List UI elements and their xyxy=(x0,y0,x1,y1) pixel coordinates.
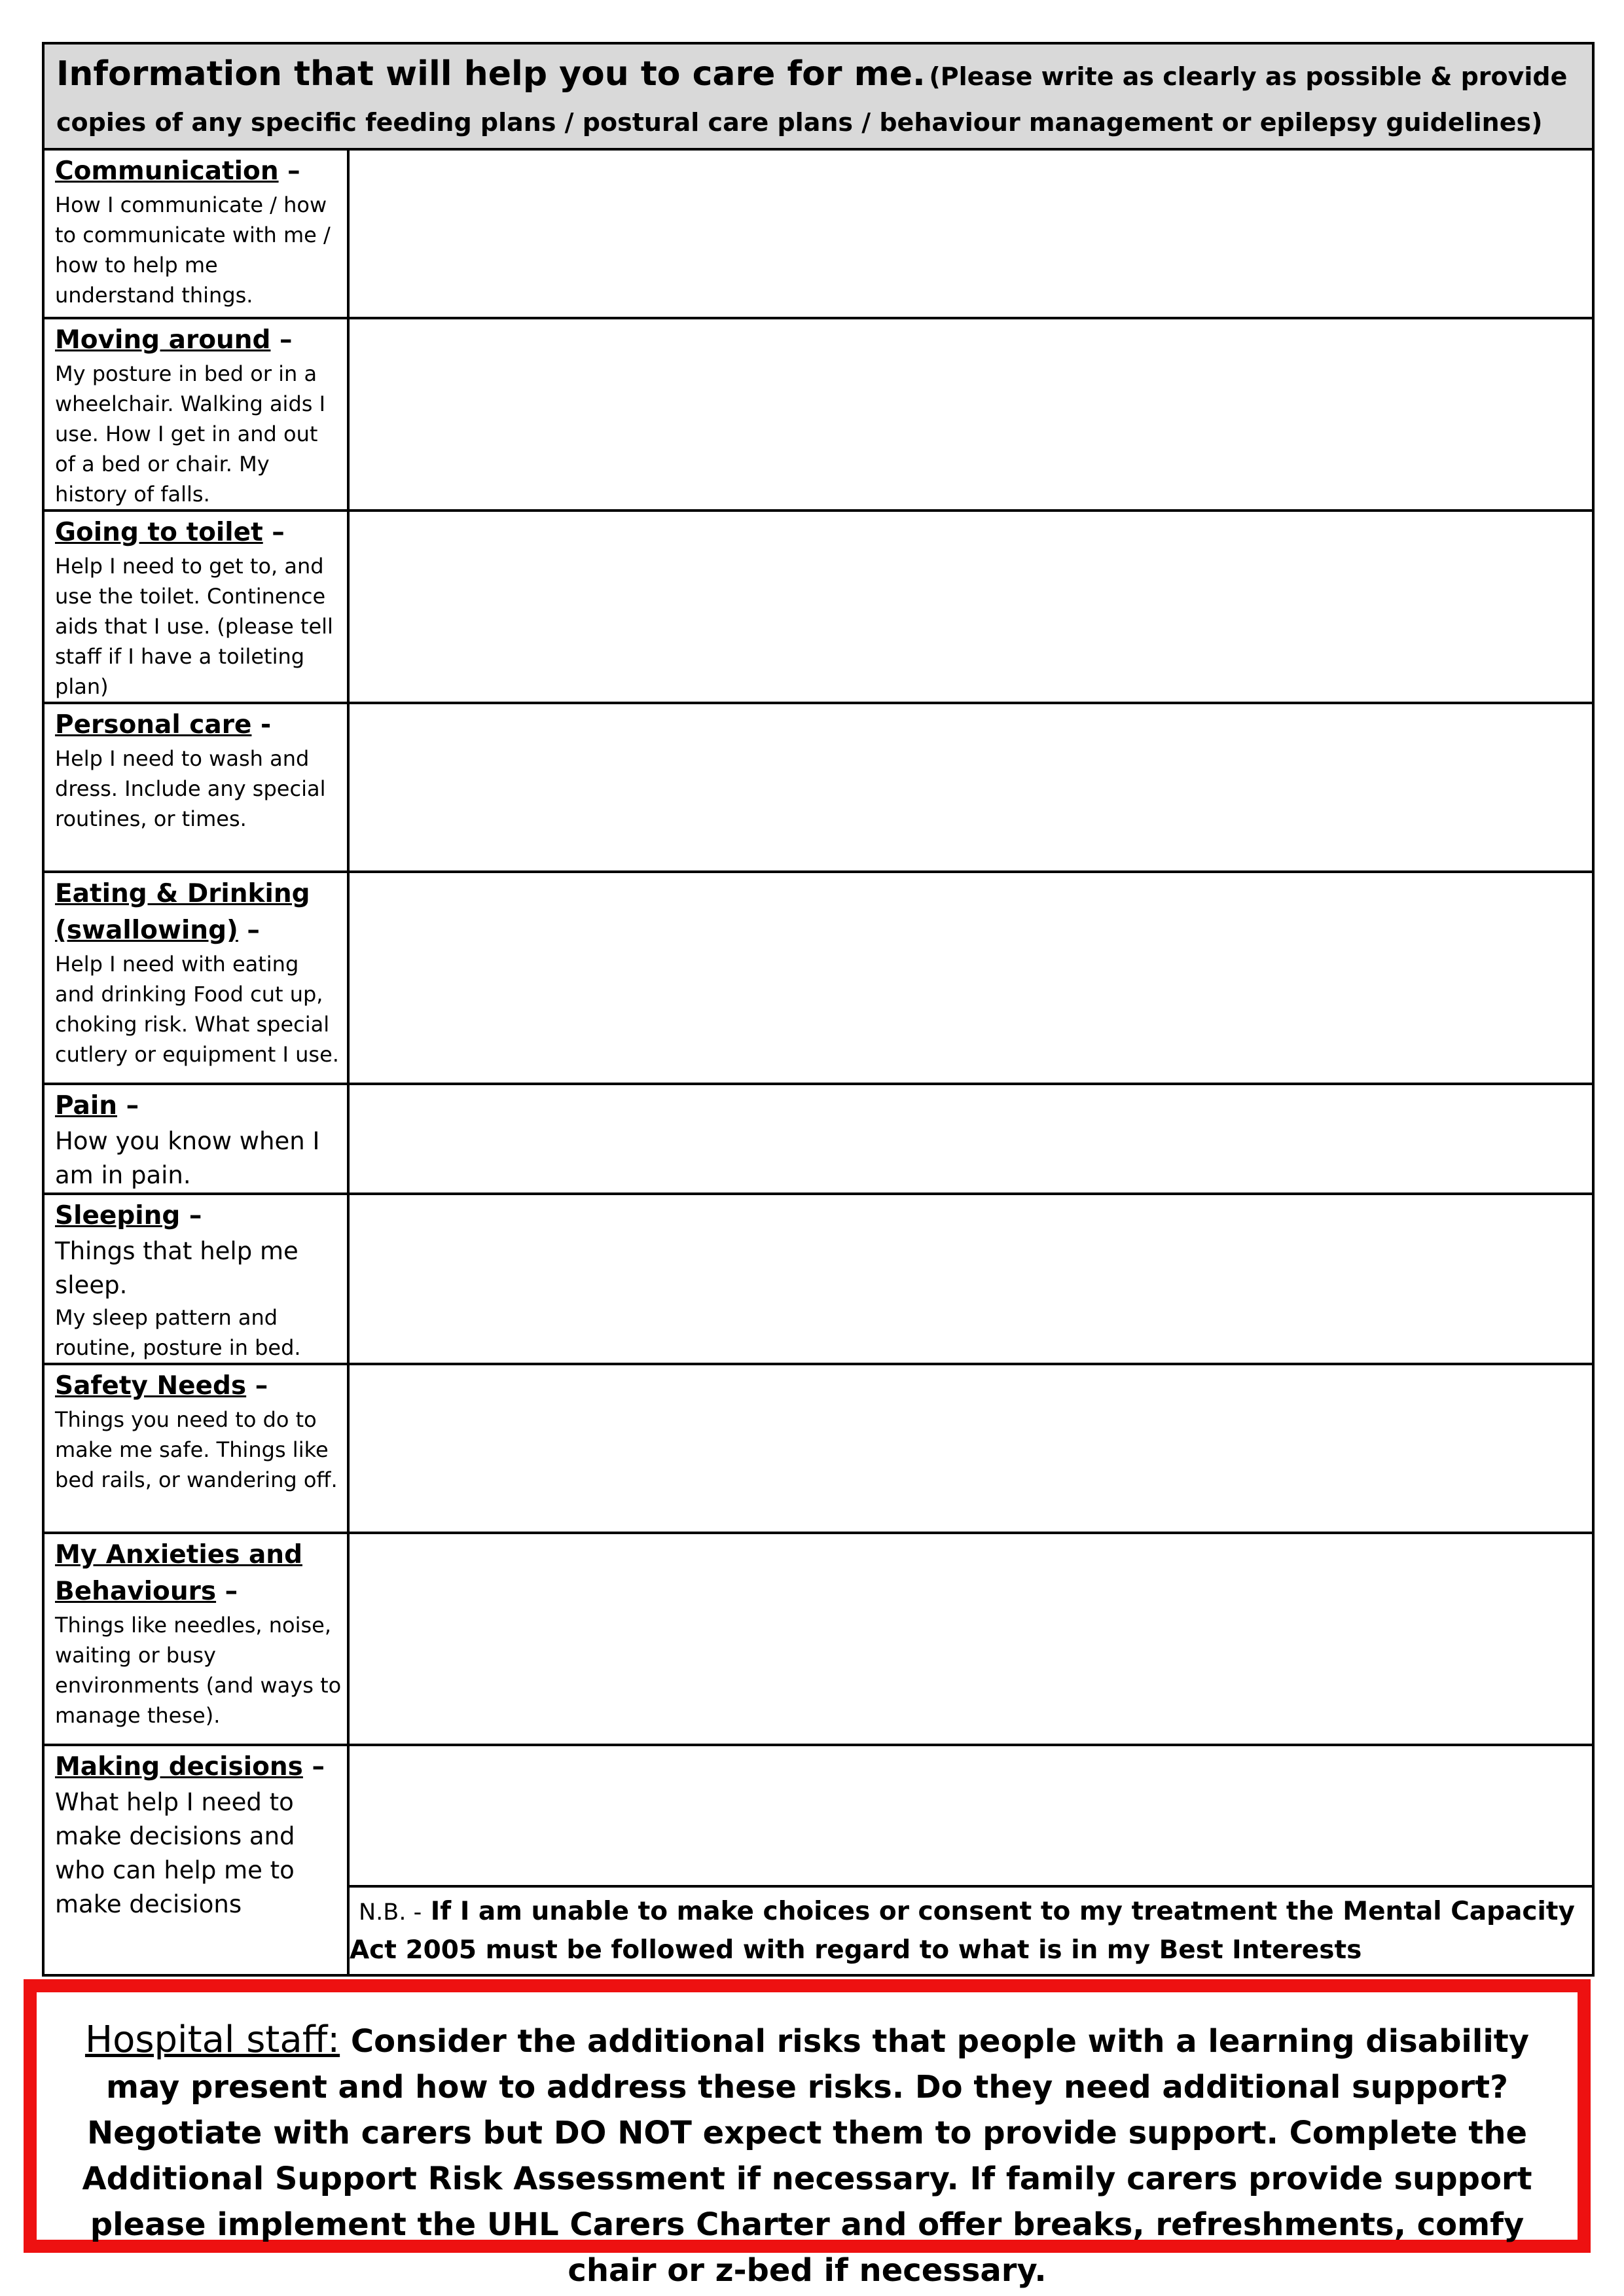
answer-field-pain[interactable] xyxy=(348,1084,1593,1194)
section-title: Safety Needs xyxy=(55,1371,247,1401)
section-row-sleeping xyxy=(43,1194,1593,1364)
section-row-moving-around xyxy=(43,318,1593,511)
answer-field-personal-care[interactable] xyxy=(348,703,1593,872)
answer-field-eating-drinking[interactable] xyxy=(348,872,1593,1084)
answer-field-safety-needs[interactable] xyxy=(348,1364,1593,1533)
section-title: Eating & Drinking (swallowing) xyxy=(55,879,310,945)
section-title: Making decisions xyxy=(55,1752,303,1782)
section-description: Help I need to get to, and use the toilet. Continence aids that I use. (please tell staff if I have a toileting plan) xyxy=(55,554,333,699)
section-description: What help I need to make decisions and who can help me to make decisions xyxy=(55,1788,295,1918)
section-description: Things you need to do to make me safe. Things like bed rails, or wandering off. xyxy=(55,1407,338,1492)
section-row-safety-needs xyxy=(43,1364,1593,1533)
section-label-going-to-toilet: Going to toilet – Help I need to get to, and use the toilet. Continence aids that I use. (please tell staff if I have a toileting plan) xyxy=(43,511,348,703)
section-label-communication: Communication – How I communicate / how to communicate with me / how to help me understand things. xyxy=(43,149,348,318)
staff-notice-title: Hospital staff: xyxy=(84,2018,340,2061)
section-row-going-to-toilet xyxy=(43,511,1593,703)
section-title: Sleeping xyxy=(55,1201,181,1230)
section-row-making-decisions xyxy=(43,1745,1593,1886)
section-label-safety-needs: Safety Needs – Things you need to do to make me safe. Things like bed rails, or wandering off. xyxy=(43,1364,348,1533)
section-row-pain xyxy=(43,1084,1593,1194)
section-label-sleeping: Sleeping – Things that help me sleep. My sleep pattern and routine, posture in bed. xyxy=(43,1194,348,1364)
answer-field-making-decisions[interactable] xyxy=(348,1745,1593,1886)
section-title: Going to toilet xyxy=(55,518,263,547)
section-label-pain: Pain – How you know when I am in pain. xyxy=(43,1084,348,1194)
section-label-making-decisions: Making decisions – What help I need to make decisions and who can help me to make decisions xyxy=(43,1745,348,1975)
header-title: Information that will help you to care for me. xyxy=(56,54,926,94)
answer-field-moving-around[interactable] xyxy=(348,318,1593,511)
hospital-staff-notice xyxy=(24,1979,1591,2289)
section-description: Things like needles, noise, waiting or busy environments (and ways to manage these). xyxy=(55,1613,342,1728)
header-row xyxy=(43,43,1593,149)
staff-notice-text: Consider the additional risks that people with a learning disability may present and how to address these risks. Do they need additional support? Negotiate with carers but DO NOT expect them to provide support. Complete the Additional Support Risk Assessment if necessary. If family carers provide support please implement the UHL Carers Charter and offer breaks, refreshments, comfy chair or z-bed if necessary. xyxy=(82,2023,1532,2289)
section-title: Moving around xyxy=(55,325,271,355)
care-information-table xyxy=(42,42,1595,1977)
section-description: Things that help me sleep. xyxy=(55,1237,298,1299)
section-row-personal-care xyxy=(43,703,1593,872)
section-label-anxieties-behaviours: My Anxieties and Behaviours – Things like needles, noise, waiting or busy environments (and ways to manage these). xyxy=(43,1533,348,1745)
section-description: Help I need with eating and drinking Food cut up, choking risk. What special cutlery or equipment I use. xyxy=(55,952,339,1067)
section-row-anxieties-behaviours xyxy=(43,1533,1593,1745)
section-title: Pain xyxy=(55,1091,117,1121)
section-row-communication xyxy=(43,149,1593,318)
answer-field-anxieties-behaviours[interactable] xyxy=(348,1533,1593,1745)
section-label-personal-care: Personal care - Help I need to wash and dress. Include any special routines, or times. xyxy=(43,703,348,872)
section-label-moving-around: Moving around – My posture in bed or in a wheelchair. Walking aids I use. How I get in and out of a bed or chair. My history of falls. xyxy=(43,318,348,511)
section-label-eating-drinking: Eating & Drinking (swallowing) – Help I need with eating and drinking Food cut up, choking risk. What special cutlery or equipment I use. xyxy=(43,872,348,1084)
nb-prefix: N.B. - xyxy=(359,1899,422,1926)
section-description: Help I need to wash and dress. Include any special routines, or times. xyxy=(55,746,326,831)
section-description: How I communicate / how to communicate with me / how to help me understand things. xyxy=(55,192,331,308)
nb-text: If I am unable to make choices or consent to my treatment the Mental Capacity Act 2005 must be followed with regard to what is in my Best Interests xyxy=(350,1897,1575,1965)
mental-capacity-note xyxy=(348,1886,1593,1975)
section-title: Communication xyxy=(55,156,279,186)
section-title: My Anxieties and Behaviours xyxy=(55,1540,302,1606)
section-description-extra: My sleep pattern and routine, posture in bed. xyxy=(55,1305,301,1360)
table-header xyxy=(43,43,1593,149)
answer-field-going-to-toilet[interactable] xyxy=(348,511,1593,703)
answer-field-communication[interactable] xyxy=(348,149,1593,318)
header-note: (Please write as clearly as possible & provide copies of any specific feeding plans / postural care plans / behaviour management or epilepsy guidelines) xyxy=(56,62,1568,137)
answer-field-sleeping[interactable] xyxy=(348,1194,1593,1364)
section-description: My posture in bed or in a wheelchair. Walking aids I use. How I get in and out of a bed or chair. My history of falls. xyxy=(55,361,326,507)
section-description: How you know when I am in pain. xyxy=(55,1127,320,1189)
section-row-eating-drinking xyxy=(43,872,1593,1084)
section-title: Personal care xyxy=(55,710,252,740)
